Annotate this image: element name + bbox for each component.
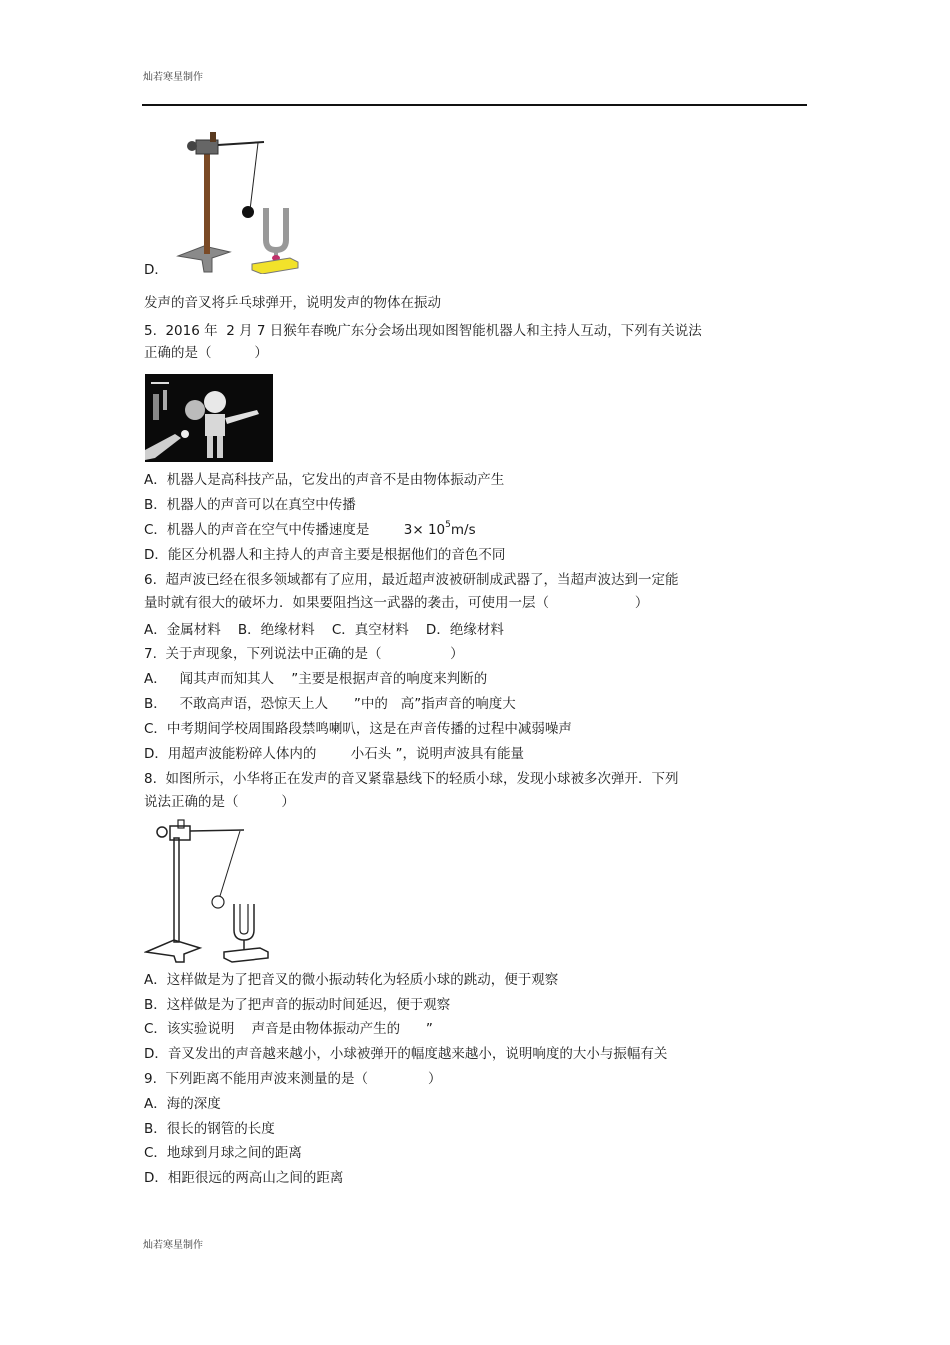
tuning-fork-figure-color — [172, 128, 302, 274]
q9-option-c: C．地球到月球之间的距离 — [144, 1145, 302, 1161]
q5-option-c — [144, 521, 476, 539]
q8-option-a: A．这样做是为了把音叉的微小振动转化为轻质小球的跳动，便于观察 — [144, 972, 559, 988]
q7-option-a: A． 闻其声而知其人 ”主要是根据声音的响度来判断的 — [144, 671, 488, 687]
q9-option-a: A．海的深度 — [144, 1096, 221, 1112]
q7-option-b: B． 不敢高声语，恐惊天上人 ”中的 高”指声音的响度大 — [144, 696, 516, 712]
q8-option-d: D．音叉发出的声音越来越小，小球被弹开的幅度越来越小，说明响度的大小与振幅有关 — [144, 1046, 668, 1062]
q6-options: A．金属材料 B．绝缘材料 C．真空材料 D．绝缘材料 — [144, 622, 504, 638]
q9-option-d: D．相距很远的两高山之间的距离 — [144, 1170, 344, 1186]
q5-stem-line2: 正确的是（ ） — [144, 345, 268, 361]
option-d-label: D． — [144, 262, 168, 278]
robot-photo — [145, 374, 273, 462]
q7-stem: 7. 关于声现象，下列说法中正确的是（ ） — [144, 646, 464, 662]
q5-stem-line1: 5. 2016 年 2 月 7 日猴年春晚广东分会场出现如图智能机器人和主持人互动，下列有关说法 — [144, 323, 702, 339]
q7-option-c: C．中考期间学校周围路段禁鸣喇叭，这是在声音传播的过程中减弱噪声 — [144, 721, 572, 737]
q8-option-b: B．这样做是为了把声音的振动时间延迟，便于观察 — [144, 997, 451, 1013]
q5-option-d: D．能区分机器人和主持人的声音主要是根据他们的音色不同 — [144, 547, 506, 563]
q8-option-c: C．该实验说明 声音是由物体振动产生的 ” — [144, 1021, 433, 1037]
q8-stem-line2: 说法正确的是（ ） — [144, 794, 295, 810]
q9-stem: 9. 下列距离不能用声波来测量的是（ ） — [144, 1071, 442, 1087]
q7-option-d: D．用超声波能粉碎人体内的 小石头 ”，说明声波具有能量 — [144, 746, 525, 762]
q5-option-c-unit: m/s — [450, 522, 476, 538]
q5-option-c-text: C．机器人的声音在空气中传播速度是 3× 10 — [144, 522, 446, 538]
tuning-fork-figure-line — [144, 818, 274, 964]
q5-option-a: A．机器人是高科技产品，它发出的声音不是由物体振动产生 — [144, 472, 505, 488]
q6-stem-line2: 量时就有很大的破坏力．如果要阻挡这一武器的袭击，可使用一层（ ） — [144, 595, 649, 611]
q9-option-b: B．很长的钢管的长度 — [144, 1121, 275, 1137]
header-rule — [142, 104, 807, 106]
q6-stem-line1: 6. 超声波已经在很多领域都有了应用，最近超声波被研制成武器了，当超声波达到一定能 — [144, 572, 679, 588]
page-footer: 灿若寒星制作 — [143, 1240, 203, 1251]
option-d-explanation: 发声的音叉将乒乓球弹开，说明发声的物体在振动 — [144, 295, 441, 311]
q5-option-c-exponent: 5 — [445, 520, 451, 530]
q5-option-b: B．机器人的声音可以在真空中传播 — [144, 497, 356, 513]
q8-stem-line1: 8. 如图所示，小华将正在发声的音叉紧靠悬线下的轻质小球，发现小球被多次弹开．下列 — [144, 771, 679, 787]
page-header: 灿若寒星制作 — [143, 72, 203, 83]
